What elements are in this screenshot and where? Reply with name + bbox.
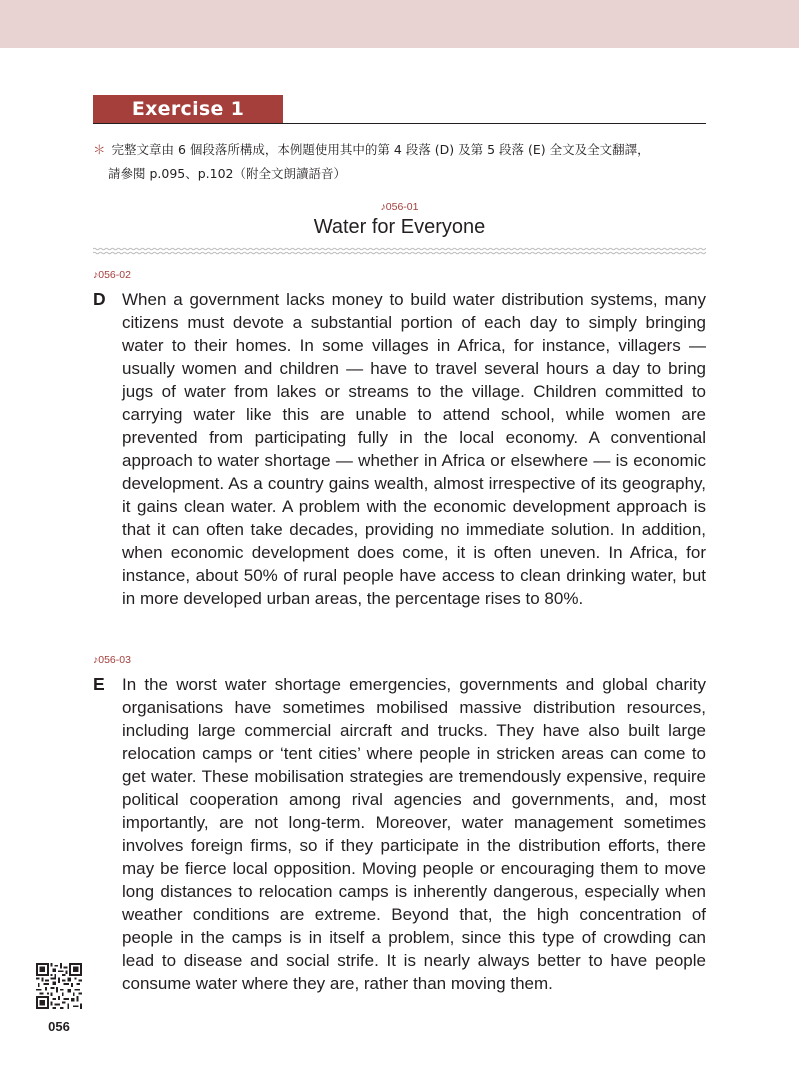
wavy-divider xyxy=(93,245,706,257)
page-number: 056 xyxy=(48,1019,70,1034)
audio-track-d[interactable]: ♪056-02 xyxy=(93,269,131,281)
exercise-header xyxy=(93,95,706,124)
note-line-2: 請參閱 p.095、p.102（附全文朗讀語音） xyxy=(108,166,347,181)
paragraph-d: When a government lacks money to build water distribution systems, many citizens must devote a substantial portion of each day to simply bringing water to their homes. In some villages in Africa, for instance, villagers — usually women and children — have to travel several hours a day to bring jugs of water from lakes or streams to the village. Children committed to carrying water like this are unable to attend school, while women are prevented from participating fully in the local economy. A conventional approach to water shortage — whether in Africa or elsewhere — is economic development. As a country gains wealth, almost irrespective of its geography, it gains clean water. A problem with the economic development approach is that it can often take decades, providing no immediate solution. In addition, when economic development does come, it is often uneven. In Africa, for instance, about 50% of rural people have access to clean drinking water, but in more developed urban areas, the percentage rises to 80%. xyxy=(122,290,706,608)
exercise-label: Exercise 1 xyxy=(93,95,283,123)
instruction-note xyxy=(93,138,713,186)
paragraph-letter-d: D xyxy=(93,289,106,309)
audio-track-e[interactable]: ♪056-03 xyxy=(93,654,131,666)
audio-track-title[interactable]: ♪056-01 xyxy=(380,201,419,213)
paragraph-e: In the worst water shortage emergencies, governments and global charity organisations have sometimes mobilised massive distribution resources, including large commercial aircraft and trucks. They have also built large relocation camps or ‘tent cities’ where people in stricken areas can come to get water. These mobilisation strategies are tremendously expensive, require political cooperation among rival agencies and governments, and, most importantly, are not long-term. Moreover, water management sometimes involves foreign firms, so if they participate in the distribution efforts, there may be fierce local opposition. Moving people or encouraging them to move long distances to relocation camps is inherently dangerous, especially when weather conditions are extreme. Beyond that, the high concentration of people in the camps is in itself a problem, since this type of crowding can lead to disease and social strife. It is nearly always better to have people consume water where they are, rather than moving them. xyxy=(122,675,706,993)
qr-code-icon[interactable] xyxy=(36,963,82,1009)
note-line-1: 完整文章由 6 個段落所構成，本例題使用其中的第 4 段落 (D) 及第 5 段落 (E) 全文及全文翻譯， xyxy=(111,142,650,157)
paragraph-letter-e: E xyxy=(93,674,105,694)
article-title: Water for Everyone xyxy=(313,216,486,238)
header-band xyxy=(0,0,799,48)
note-star-icon: ＊ xyxy=(93,142,106,157)
